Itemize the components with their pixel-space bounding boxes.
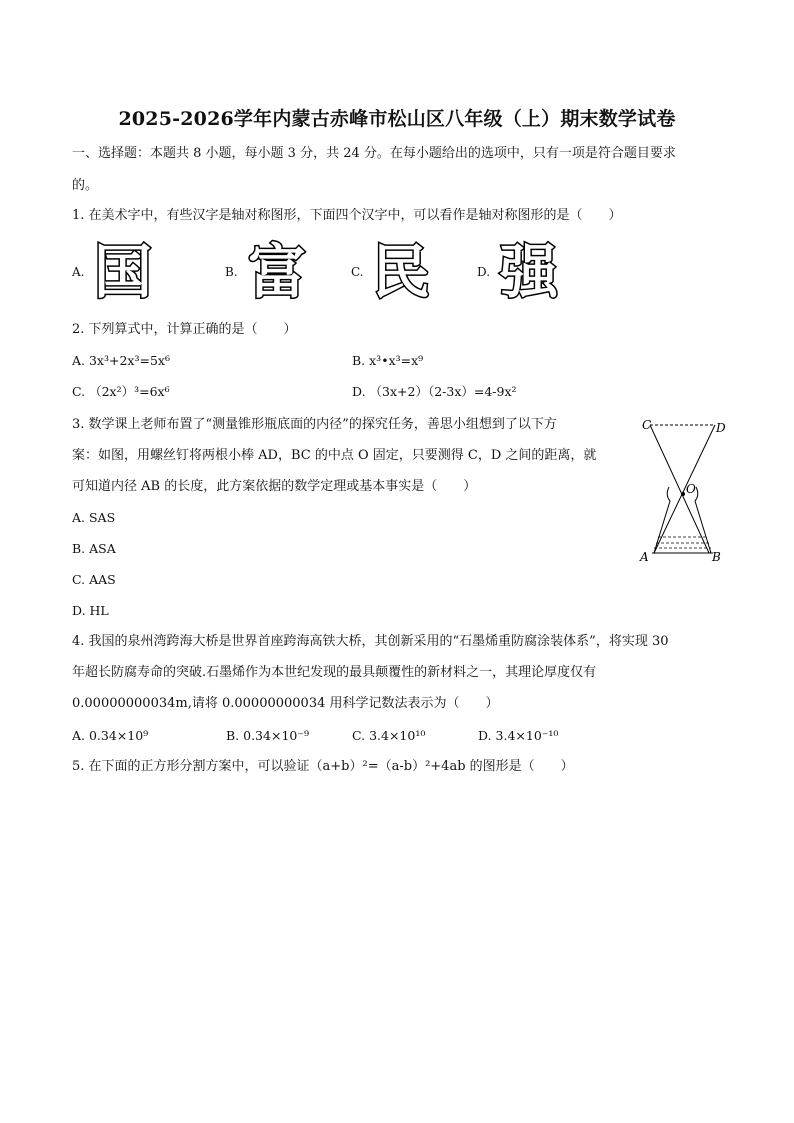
q1-option-b-char: 富 xyxy=(247,238,306,306)
q2-option-c: C. （2x²）³=6x⁶ xyxy=(72,384,170,399)
figure-label-c: C xyxy=(642,418,652,432)
q3-option-d: D. HL xyxy=(72,603,109,618)
question-3-line1: 3. 数学课上老师布置了“测量锥形瓶底面的内径”的探究任务，善思小组想到了以下方 xyxy=(72,417,557,432)
q4-option-a: A. 0.34×10⁹ xyxy=(72,728,149,743)
question-4-line1: 4. 我国的泉州湾跨海大桥是世界首座跨海高铁大桥，其创新采用的“石墨烯重防腐涂装体系”，将实现 30 xyxy=(72,634,669,649)
figure-label-b: B xyxy=(712,550,721,564)
q1-option-b xyxy=(225,236,325,306)
q1-option-d xyxy=(477,236,577,306)
question-2-stem: 2. 下列算式中，计算正确的是（ ） xyxy=(72,322,297,337)
q1-option-d-char: 强 xyxy=(499,238,558,306)
figure-label-o: O xyxy=(686,482,696,496)
question-4-line3: 0.00000000034m,请将 0.00000000034 用科学记数法表示为（ ） xyxy=(72,696,499,711)
q1-option-a-char: 国 xyxy=(93,238,152,306)
flask-measurement-figure xyxy=(636,415,728,565)
figure-label-d: D xyxy=(716,421,726,435)
q3-option-a: A. SAS xyxy=(72,510,116,525)
exam-title: 2025-2026学年内蒙古赤峰市松山区八年级（上）期末数学试卷 xyxy=(118,108,676,130)
q2-option-d: D. （3x+2）（2-3x）=4-9x² xyxy=(352,384,517,399)
figure-label-a: A xyxy=(640,550,649,564)
q1-option-b-label: B. xyxy=(225,265,238,279)
q4-option-b: B. 0.34×10⁻⁹ xyxy=(226,728,309,743)
q4-option-d: D. 3.4×10⁻¹⁰ xyxy=(478,728,559,743)
section-heading-line2: 的。 xyxy=(72,178,99,193)
q2-option-a: A. 3x³+2x³=5x⁶ xyxy=(72,353,170,368)
q2-option-b: B. x³•x³=x⁹ xyxy=(352,353,424,368)
q4-option-c: C. 3.4×10¹⁰ xyxy=(352,728,426,743)
section-heading-line1: 一、选择题：本题共 8 小题，每小题 3 分，共 24 分。在每小题给出的选项中，只有一项是符合题目要求 xyxy=(72,146,676,161)
question-3-line3: 可知道内径 AB 的长度，此方案依据的数学定理或基本事实是（ ） xyxy=(72,479,477,494)
question-4-line2: 年超长防腐寿命的突破.石墨烯作为本世纪发现的最具颠覆性的新材料之一，其理论厚度仅有 xyxy=(72,665,597,680)
q1-option-a-label: A. xyxy=(72,265,85,279)
q3-option-c: C. AAS xyxy=(72,572,116,587)
q1-option-a xyxy=(72,236,172,306)
q1-option-c xyxy=(351,236,451,306)
question-5-stem: 5. 在下面的正方形分割方案中，可以验证（a+b）²=（a-b）²+4ab 的图形是（ ） xyxy=(72,759,574,774)
q1-option-c-label: C. xyxy=(351,265,364,279)
q1-option-d-label: D. xyxy=(477,265,491,279)
q1-option-c-char: 民 xyxy=(371,238,430,306)
q3-option-b: B. ASA xyxy=(72,541,116,556)
question-1-stem: 1. 在美术字中，有些汉字是轴对称图形，下面四个汉字中，可以看作是轴对称图形的是（ ） xyxy=(72,208,622,223)
question-3-line2: 案：如图，用螺丝钉将两根小棒 AD，BC 的中点 O 固定，只要测得 C，D 之间的距离，就 xyxy=(72,448,597,463)
